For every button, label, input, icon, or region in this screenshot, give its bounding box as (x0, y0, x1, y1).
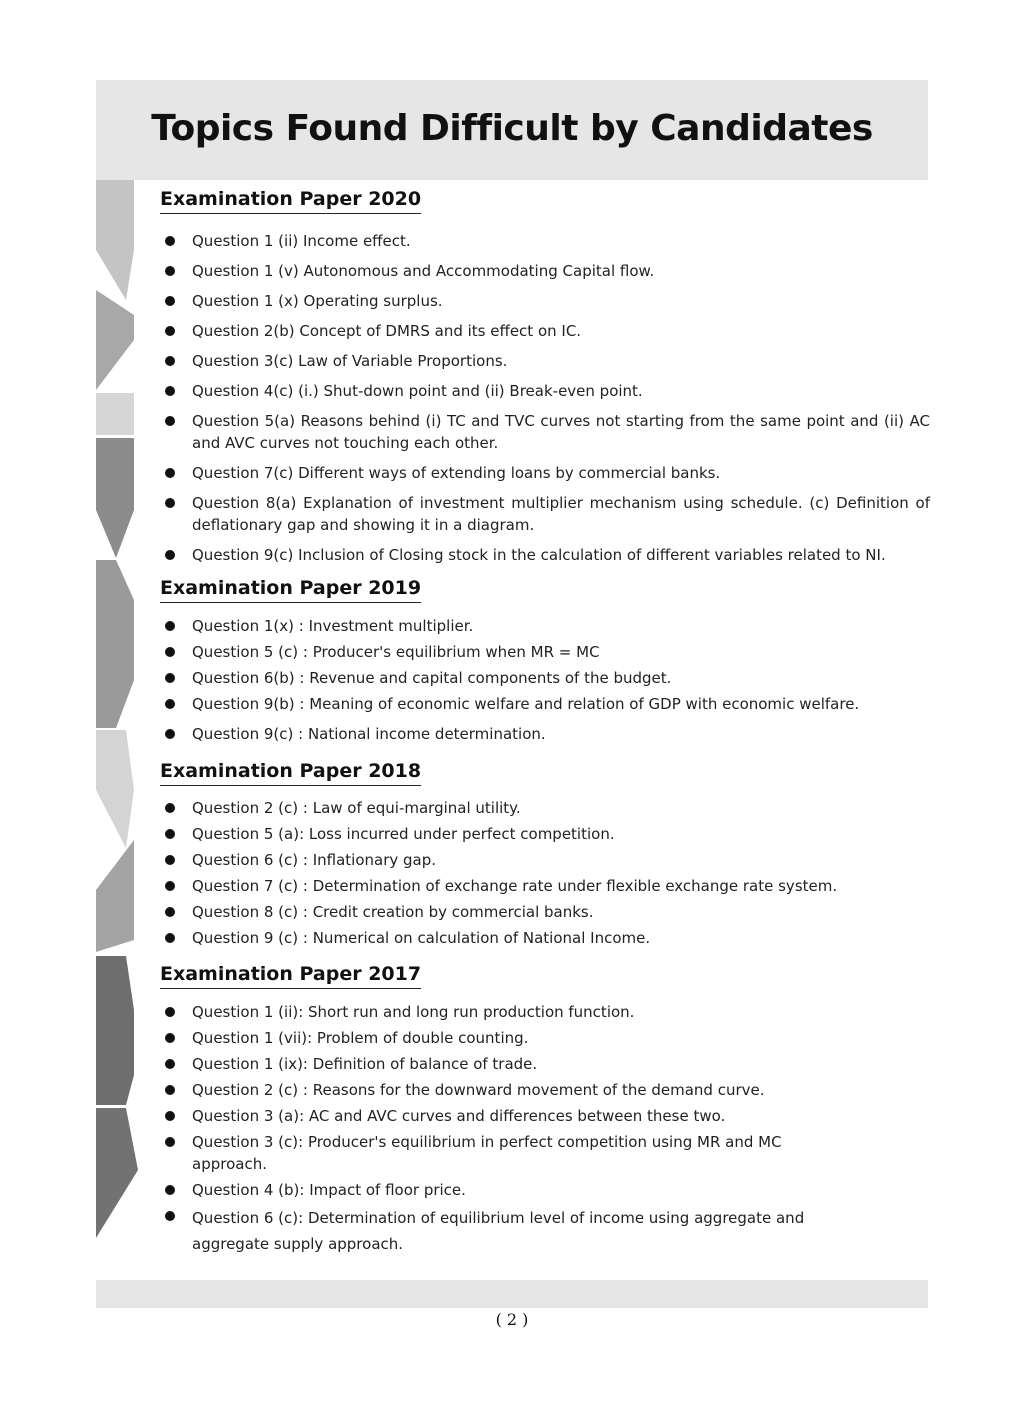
bullet-icon (165, 1111, 175, 1121)
list-item: Question 8 (c) : Credit creation by commercial banks. (160, 901, 930, 923)
list-item: Question 8(a) Explanation of investment multiplier mechanism using schedule. (c) Definition of deflationary gap and showing it in a diagram. (160, 492, 930, 536)
list-item: Question 1 (ix): Definition of balance of trade. (160, 1053, 860, 1075)
bullet-icon (165, 416, 175, 426)
list-item: Question 3 (c): Producer's equilibrium in perfect competition using MR and MC approach. (160, 1131, 860, 1175)
bullet-icon (165, 933, 175, 943)
bullet-icon (165, 907, 175, 917)
section-2017 (160, 963, 421, 989)
bullet-icon (165, 296, 175, 306)
list-item: Question 9(c) Inclusion of Closing stock in the calculation of different variables related to NI. (160, 544, 930, 566)
bullet-icon (165, 236, 175, 246)
list-item: Question 2 (c) : Law of equi-marginal utility. (160, 797, 930, 819)
list-item: Question 1 (ii) Income effect. (160, 230, 930, 252)
section-heading: Examination Paper 2019 (160, 577, 421, 603)
list-item: Question 5 (c) : Producer's equilibrium when MR = MC (160, 641, 930, 663)
bullet-icon (165, 829, 175, 839)
bullet-icon (165, 326, 175, 336)
question-list-2018 (160, 797, 930, 949)
section-heading: Examination Paper 2017 (160, 963, 421, 989)
bullet-icon (165, 699, 175, 709)
list-item: Question 2(b) Concept of DMRS and its effect on IC. (160, 320, 930, 342)
page-number: ( 2 ) (495, 1310, 529, 1329)
list-item: Question 1 (ii): Short run and long run production function. (160, 1001, 860, 1023)
list-item: Question 2 (c) : Reasons for the downward movement of the demand curve. (160, 1079, 860, 1101)
list-item: Question 1(x) : Investment multiplier. (160, 615, 930, 637)
footer-band (96, 1280, 928, 1308)
list-item: Question 6 (c) : Inflationary gap. (160, 849, 930, 871)
list-item: Question 1 (vii): Problem of double counting. (160, 1027, 860, 1049)
section-heading: Examination Paper 2020 (160, 188, 421, 214)
bullet-icon (165, 673, 175, 683)
list-item: Question 4(c) (i.) Shut-down point and (ii) Break-even point. (160, 380, 930, 402)
list-item: Question 1 (x) Operating surplus. (160, 290, 930, 312)
section-2020 (160, 188, 421, 214)
page-title: Topics Found Difficult by Candidates (151, 108, 873, 149)
list-item: Question 9(c) : National income determination. (160, 723, 930, 745)
bullet-icon (165, 1033, 175, 1043)
bullet-icon (165, 1007, 175, 1017)
section-2018 (160, 760, 421, 786)
list-item: Question 1 (v) Autonomous and Accommodating Capital flow. (160, 260, 930, 282)
list-item: Question 7(c) Different ways of extending loans by commercial banks. (160, 462, 930, 484)
list-item: Question 5 (a): Loss incurred under perfect competition. (160, 823, 930, 845)
bullet-icon (165, 498, 175, 508)
list-item: Question 6 (c): Determination of equilibrium level of income using aggregate and aggregate supply approach. (160, 1205, 860, 1257)
bullet-icon (165, 1211, 175, 1221)
bullet-icon (165, 550, 175, 560)
question-list-2020 (160, 230, 930, 566)
section-2019 (160, 577, 421, 603)
list-item: Question 9(b) : Meaning of economic welfare and relation of GDP with economic welfare. (160, 693, 930, 715)
decorative-side-strip (96, 180, 138, 1240)
bullet-icon (165, 881, 175, 891)
bullet-icon (165, 468, 175, 478)
question-list-2019 (160, 615, 930, 745)
list-item: Question 4 (b): Impact of floor price. (160, 1179, 860, 1201)
bullet-icon (165, 1085, 175, 1095)
bullet-icon (165, 356, 175, 366)
bullet-icon (165, 647, 175, 657)
list-item: Question 7 (c) : Determination of exchange rate under flexible exchange rate system. (160, 875, 930, 897)
bullet-icon (165, 386, 175, 396)
question-list-2017 (160, 1001, 860, 1257)
list-item: Question 3 (a): AC and AVC curves and differences between these two. (160, 1105, 860, 1127)
bullet-icon (165, 729, 175, 739)
bullet-icon (165, 855, 175, 865)
section-heading: Examination Paper 2018 (160, 760, 421, 786)
bullet-icon (165, 803, 175, 813)
bullet-icon (165, 1059, 175, 1069)
list-item: Question 6(b) : Revenue and capital components of the budget. (160, 667, 930, 689)
bullet-icon (165, 1185, 175, 1195)
list-item: Question 3(c) Law of Variable Proportions. (160, 350, 930, 372)
bullet-icon (165, 1137, 175, 1147)
bullet-icon (165, 621, 175, 631)
bullet-icon (165, 266, 175, 276)
list-item: Question 5(a) Reasons behind (i) TC and TVC curves not starting from the same point and (ii) AC and AVC curves not touching each other. (160, 410, 930, 454)
list-item: Question 9 (c) : Numerical on calculation of National Income. (160, 927, 930, 949)
